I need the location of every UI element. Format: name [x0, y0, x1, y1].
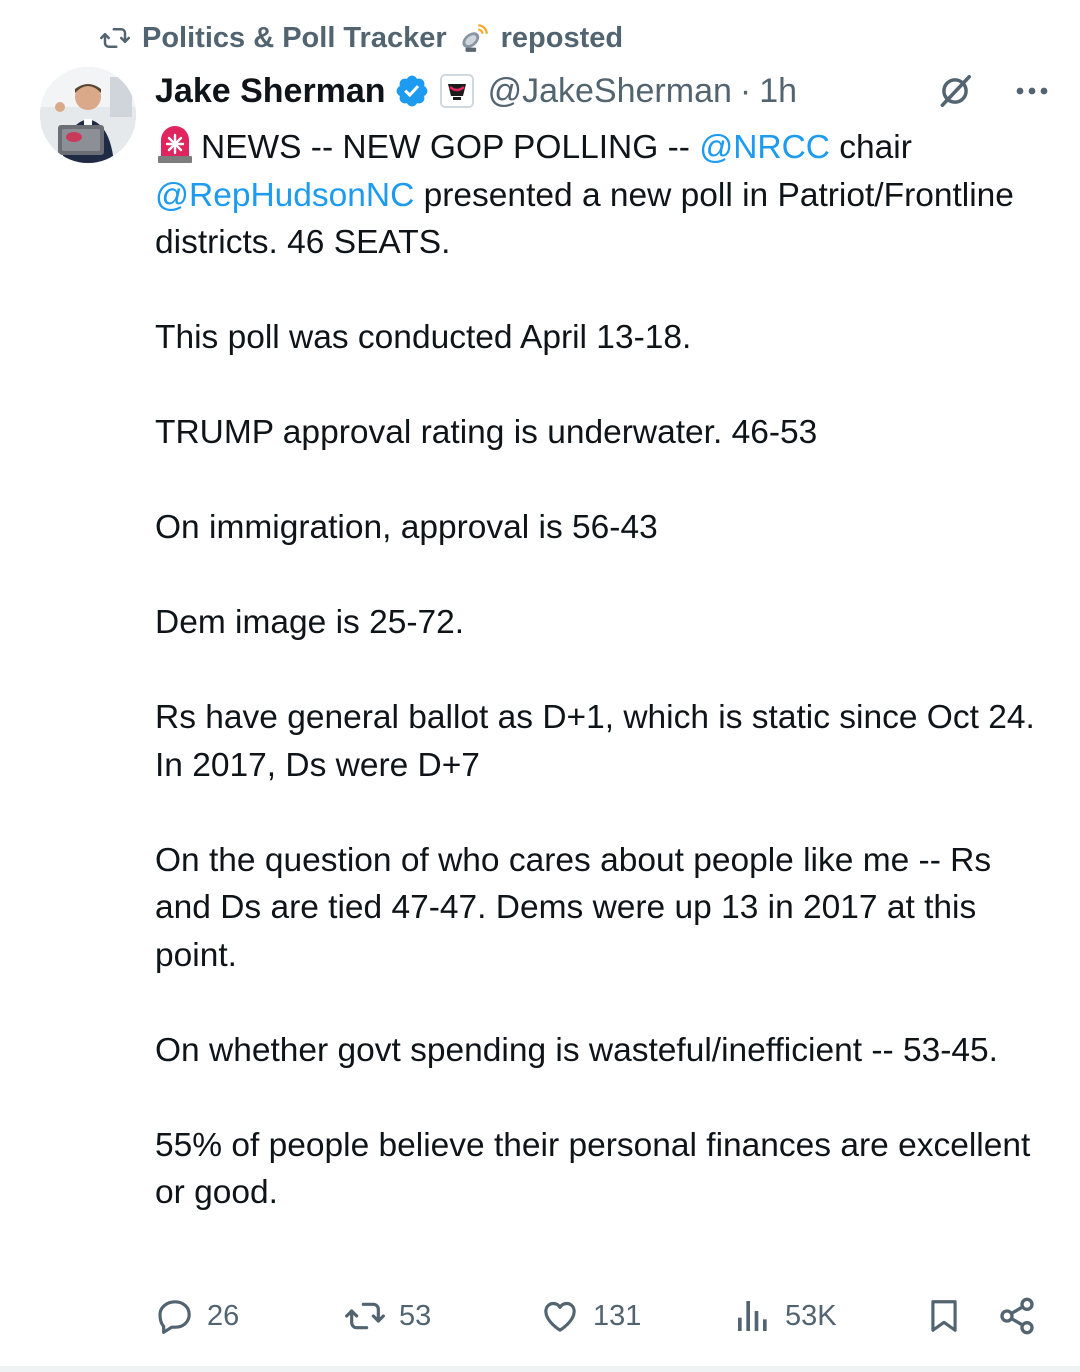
post-paragraph-general-ballot: Rs have general ballot as D+1, which is static since Oct 24. In 2017, Ds were D+7 — [155, 699, 1035, 784]
action-bar — [155, 1290, 1040, 1342]
news-text: NEWS -- NEW GOP POLLING -- — [201, 129, 700, 166]
views-button[interactable] — [733, 1296, 837, 1336]
author-avatar[interactable] — [40, 67, 136, 163]
post-paragraph-dates: This poll was conducted April 13-18. — [155, 319, 692, 356]
reply-icon — [155, 1296, 195, 1336]
author-name[interactable]: Jake Sherman — [155, 71, 386, 110]
post-timestamp[interactable]: 1h — [759, 71, 798, 110]
repost-account-name[interactable]: Politics & Poll Tracker — [142, 21, 447, 54]
like-button[interactable] — [539, 1296, 641, 1336]
affiliation-badge-icon[interactable] — [440, 74, 474, 108]
post-paragraph-trump-approval: TRUMP approval rating is underwater. 46-53 — [155, 414, 818, 451]
share-icon — [997, 1296, 1037, 1336]
repost-button[interactable] — [343, 1296, 431, 1336]
rotating-light-emoji — [155, 126, 195, 164]
mention-nrcc-link[interactable]: @NRCC — [699, 129, 830, 166]
view-count: 53K — [785, 1299, 837, 1332]
post-text — [155, 124, 1050, 1217]
share-button[interactable] — [997, 1296, 1037, 1336]
bookmark-button[interactable] — [925, 1295, 963, 1337]
news-text-poll: presented a new poll in Patriot/Frontline districts. 46 SEATS. — [155, 176, 1014, 261]
repost-icon — [343, 1296, 387, 1336]
post-header — [155, 68, 1050, 114]
more-options-icon[interactable] — [1014, 85, 1050, 97]
heart-icon — [539, 1296, 581, 1336]
post-paragraph-dem-image: Dem image is 25-72. — [155, 604, 465, 641]
post-divider — [0, 1366, 1080, 1372]
reply-count: 26 — [207, 1299, 240, 1332]
repost-count: 53 — [399, 1299, 432, 1332]
repost-context[interactable] — [98, 18, 623, 58]
post-paragraph-finances: 55% of people believe their personal finances are excellent or good. — [155, 1126, 1031, 1211]
post-paragraph-spending: On whether govt spending is wasteful/inefficient -- 53-45. — [155, 1031, 998, 1069]
verified-badge-icon[interactable] — [394, 73, 430, 109]
bookmark-icon — [925, 1295, 963, 1337]
satellite-dish-emoji — [457, 21, 491, 55]
mention-rephudsonnc-link[interactable]: @RepHudsonNC — [155, 176, 415, 214]
views-chart-icon — [733, 1296, 773, 1336]
repost-label: reposted — [500, 21, 624, 54]
post-paragraph-news — [155, 124, 1050, 267]
news-text-chair: chair — [829, 129, 912, 166]
post-paragraph-immigration: On immigration, approval is 56-43 — [155, 509, 658, 546]
repost-icon — [98, 23, 132, 53]
like-count: 131 — [593, 1299, 642, 1332]
post-paragraph-cares: On the question of who cares about people like me -- Rs and Ds are tied 47-47. Dems were up 13 in 2017 at this point. — [155, 841, 992, 974]
grok-icon[interactable] — [936, 72, 974, 110]
reply-button[interactable] — [155, 1296, 239, 1336]
header-separator: · — [739, 71, 752, 110]
author-handle[interactable]: @JakeSherman — [487, 71, 732, 110]
